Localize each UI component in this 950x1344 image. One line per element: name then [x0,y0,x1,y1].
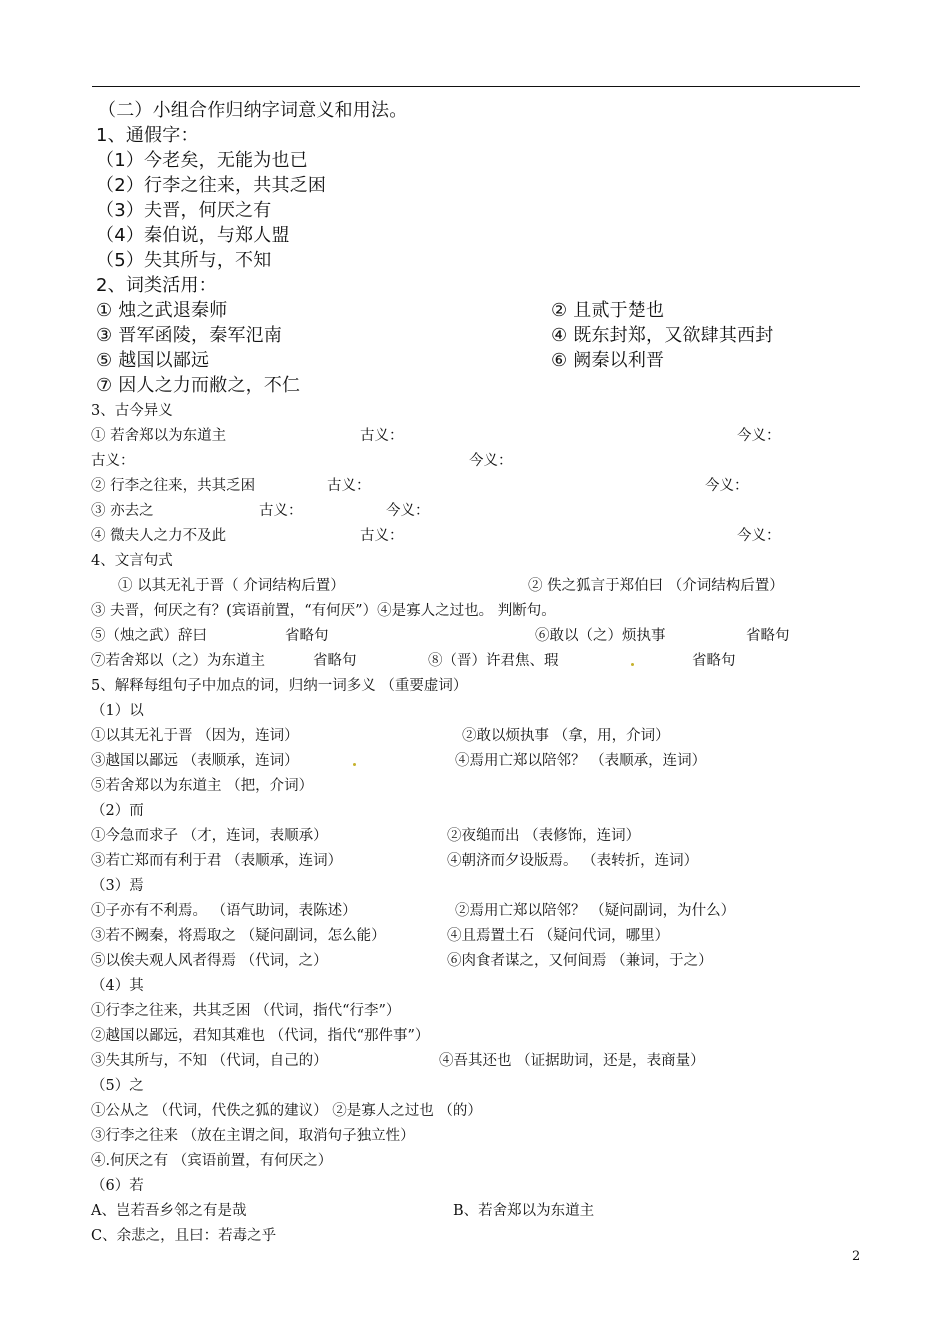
s5-group-head: （5）之 [91,1078,144,1094]
s3-new-meaning-label: 今义： [705,478,749,494]
s3-item-text: ② 行李之往来，共其乏困 [91,478,256,494]
s1-item: （5）失其所与，不知 [96,250,272,271]
s3-item-text: ④ 微夫人之力不及此 [91,528,227,544]
s5-entry: ③失其所与，不知 （代词，自己的） [91,1053,328,1069]
s2-item: ③ 晋军函陵，秦军氾南 [96,325,283,346]
section-title: （二）小组合作归纳字词意义和用法。 [98,100,408,121]
s5-entry: ②越国以鄙远，君知其难也 （代词，指代“那件事”） [91,1028,430,1044]
s4-title: 4、文言句式 [91,553,173,569]
s5-entry: ③行李之往来 （放在主谓之间，取消句子独立性） [91,1128,415,1144]
s4-item-note: 省略句 [692,653,736,669]
s5-entry: ④焉用亡郑以陪邻？ （表顺承，连词） [455,753,707,769]
s4-item: ③ 夫晋，何厌之有？(宾语前置，“有何厌”）④是寡人之过也。 判断句。 [91,603,556,619]
s2-item: ⑥ 阙秦以利晋 [551,350,665,371]
s5-entry: ②夜缒而出 （表修饰，连词） [447,828,641,844]
s5-entry: ④.何厌之有 （宾语前置，有何厌之） [91,1153,333,1169]
s5-group-head: （1）以 [91,703,144,719]
s5-entry: ④吾其还也 （证据助词，还是，表商量） [439,1053,705,1069]
s5-entry: C、余悲之，且曰：若毒之乎 [91,1228,277,1244]
s5-title: 5、解释每组句子中加点的词，归纳一词多义 （重要虚词） [91,678,468,694]
s3-old-meaning-label: 古义： [91,453,135,469]
s4-item: ② 佚之狐言于郑伯曰 （介词结构后置） [528,578,784,594]
s5-entry: ③越国以鄙远 （表顺承，连词） [91,753,299,769]
s5-entry: ①公从之 （代词，代佚之狐的建议） ②是寡人之过也 （的） [91,1103,482,1119]
s4-item: ① 以其无礼于晋（ 介词结构后置） [118,578,345,594]
s3-new-meaning-label: 今义： [469,453,513,469]
s5-entry: ②敢以烦执事 （拿，用，介词） [462,728,670,744]
s5-group-head: （3）焉 [91,878,144,894]
s4-item: ⑥敢以（之）烦执事 [535,628,666,644]
s5-entry: ③若亡郑而有利于君 （表顺承，连词） [91,853,343,869]
s1-item: （3）夫晋，何厌之有 [96,200,272,221]
s3-item-text: ③ 亦去之 [91,503,154,519]
s4-item-note: 省略句 [746,628,790,644]
s4-item: ⑦若舍郑以（之）为东道主 [91,653,265,669]
s1-item: （1）今老矣，无能为也已 [96,150,308,171]
s2-item: ④ 既东封郑，又欲肆其西封 [551,325,774,346]
s3-old-meaning-label: 古义： [360,528,404,544]
header-rule [92,86,860,87]
page-number: 2 [852,1249,861,1264]
s4-item-note: 省略句 [285,628,329,644]
s1-title: 1、通假字： [96,125,199,146]
s1-item: （2）行李之往来，共其乏困 [96,175,327,196]
s5-entry: ⑤若舍郑以为东道主 （把，介词） [91,778,314,794]
s3-old-meaning-label: 古义： [327,478,371,494]
s3-old-meaning-label: 古义： [259,503,303,519]
s2-title: 2、词类活用： [96,275,217,296]
s3-title: 3、古今异义 [91,403,173,419]
s2-item: ① 烛之武退秦师 [96,300,228,321]
s5-entry: ②焉用亡郑以陪邻？ （疑问副词，为什么） [455,903,736,919]
s1-item: （4）秦伯说，与郑人盟 [96,225,290,246]
s5-entry: ①行李之往来，共其乏困 （代词，指代“行李”） [91,1003,401,1019]
s5-group-head: （6）若 [91,1178,144,1194]
s3-new-meaning-label: 今义： [737,528,781,544]
s2-item: ② 且贰于楚也 [551,300,665,321]
s5-entry: ⑤以俟夫观人风者得焉 （代词，之） [91,953,328,969]
s5-entry: B、若舍郑以为东道主 [453,1203,595,1219]
s5-entry: ③若不阙秦，将焉取之 （疑问副词，怎么能） [91,928,386,944]
s5-group-head: （2）而 [91,803,144,819]
s5-group-head: （4）其 [91,978,144,994]
emphasis-dot [631,663,634,666]
s5-entry: ①子亦有不利焉。 （语气助词，表陈述） [91,903,357,919]
s3-new-meaning-label: 今义： [737,428,781,444]
s3-item-text: ① 若舍郑以为东道主 [91,428,227,444]
s5-entry: ④朝济而夕设版焉。 （表转折，连词） [447,853,699,869]
emphasis-dot [353,763,356,766]
s5-entry: A、岂若吾乡邻之有是哉 [91,1203,247,1219]
s2-item: ⑦ 因人之力而敝之，不仁 [96,375,301,396]
s4-item-note: 省略句 [313,653,357,669]
s3-new-meaning-label: 今义： [386,503,430,519]
s5-entry: ①今急而求子 （才，连词，表顺承） [91,828,328,844]
s4-item: ⑤（烛之武）辞曰 [91,628,207,644]
s3-old-meaning-label: 古义： [360,428,404,444]
s5-entry: ⑥肉食者谋之，又何间焉 （兼词，于之） [447,953,713,969]
s5-entry: ①以其无礼于晋 （因为，连词） [91,728,299,744]
s2-item: ⑤ 越国以鄙远 [96,350,210,371]
s4-item: ⑧（晋）许君焦、瑕 [428,653,559,669]
s5-entry: ④且焉置土石 （疑问代词，哪里） [447,928,670,944]
